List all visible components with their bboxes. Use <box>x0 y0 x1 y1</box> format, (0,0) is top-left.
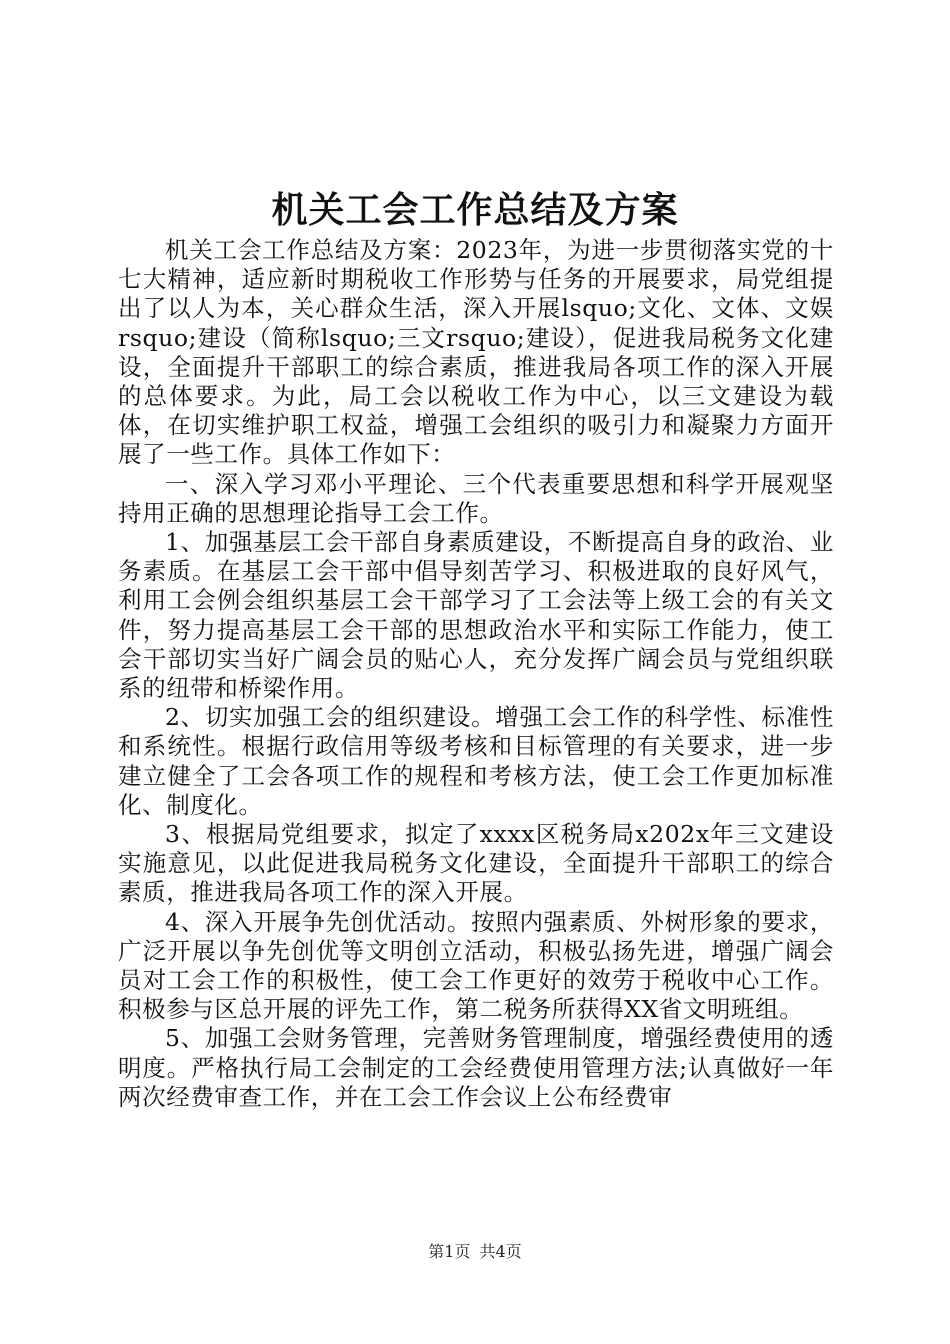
paragraph-item-3: 3、根据局党组要求，拟定了xxxx区税务局x202x年三文建设实施意见，以此促进我局税务文化建设，全面提升干部职工的综合素质，推进我局各项工作的深入开展。 <box>118 820 834 907</box>
page-footer <box>0 1242 950 1262</box>
paragraph-item-1: 1、加强基层工会干部自身素质建设，不断提高自身的政治、业务素质。在基层工会干部中倡导刻苦学习、积极进取的良好风气，利用工会例会组织基层工会干部学习了工会法等上级工会的有关文件，努力提高基层工会干部的思想政治水平和实际工作能力，使工会干部切实当好广阔会员的贴心人，充分发挥广阔会员与党组织联系的纽带和桥梁作用。 <box>118 528 834 703</box>
page-number: 第1页 <box>428 1242 471 1261</box>
document-body <box>118 236 834 1112</box>
document-title: 机关工会工作总结及方案 <box>271 189 679 231</box>
paragraph-item-5: 5、加强工会财务管理，完善财务管理制度，增强经费使用的透明度。严格执行局工会制定的工会经费使用管理方法;认真做好一年两次经费审查工作，并在工会工作会议上公布经费审 <box>118 1024 834 1111</box>
paragraph-intro: 机关工会工作总结及方案：2023年，为进一步贯彻落实党的十七大精神，适应新时期税收工作形势与任务的开展要求，局党组提出了以人为本，关心群众生活，深入开展lsquo;文化、文体、文娱rsquo;建设（简称lsquo;三文rsquo;建设），促进我局税务文化建设，全面提升干部职工的综合素质，推进我局各项工作的深入开展的总体要求。为此，局工会以税收工作为中心，以三文建设为载体，在切实维护职工权益，增强工会组织的吸引力和凝聚力方面开展了一些工作。具体工作如下： <box>118 236 834 469</box>
page-count: 共4页 <box>479 1242 522 1261</box>
paragraph-section-1: 一、深入学习邓小平理论、三个代表重要思想和科学开展观坚持用正确的思想理论指导工会工作。 <box>118 469 834 527</box>
paragraph-item-4: 4、深入开展争先创优活动。按照内强素质、外树形象的要求，广泛开展以争先创优等文明创立活动，积极弘扬先进，增强广阔会员对工会工作的积极性，使工会工作更好的效劳于税收中心工作。积极参与区总开展的评先工作，第二税务所获得XX省文明班组。 <box>118 907 834 1024</box>
paragraph-item-2: 2、切实加强工会的组织建设。增强工会工作的科学性、标准性和系统性。根据行政信用等级考核和目标管理的有关要求，进一步建立健全了工会各项工作的规程和考核方法，使工会工作更加标准化、制度化。 <box>118 703 834 819</box>
